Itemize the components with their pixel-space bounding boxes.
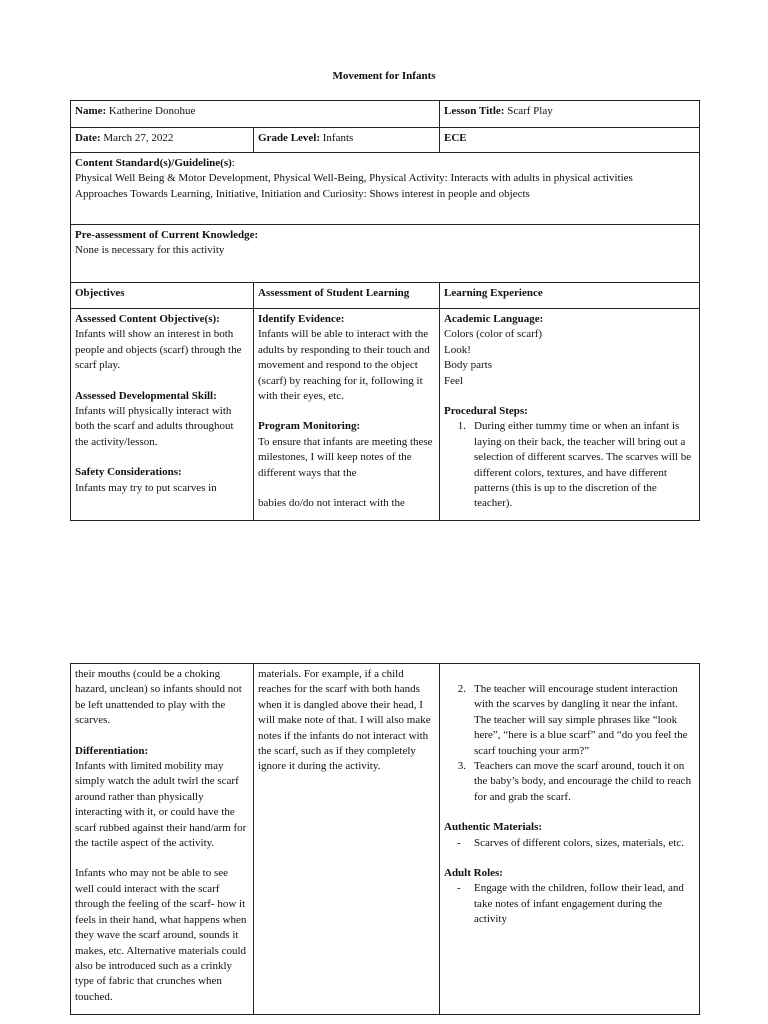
grade-level-value: Infants <box>322 132 354 144</box>
objectives-heading: Objectives <box>75 287 125 299</box>
step-number: 2. <box>457 683 466 695</box>
academic-language-item: Colors (color of scarf) <box>444 328 543 341</box>
lesson-title-cell <box>440 101 700 128</box>
assessment-header <box>254 283 440 309</box>
roles-text: Engage with the children, follow their lead, and take notes of infant engagement during the activity <box>474 882 684 926</box>
document-title: Movement for Infants <box>332 70 436 82</box>
procedural-step-3 <box>444 759 695 805</box>
content-objective-text: Infants will show an interest in both people and objects (scarf) through the scarf play. <box>75 328 242 372</box>
grade-level-cell <box>254 128 440 153</box>
lesson-title-label: Lesson Title: <box>444 105 505 117</box>
differentiation-text-2: Infants who may not be able to see well could interact with the scarf through the feeling of the scarf- how it feels in their hand, what happens when they wave the scarf around, sounds it makes, etc. Alternative materials could also be introduced such as a crinkly type of fabric that crunches when touched. <box>75 867 247 1003</box>
standards-line-2: Approaches Towards Learning, Initiative, Initiation and Curiosity: Shows interest in people and objects <box>75 187 530 200</box>
ece-label: ECE <box>444 132 467 144</box>
identify-evidence-text: Infants will be able to interact with the adults by responding to their touch and movement and respond to the object (scarf) by reaching for it, following it with their eyes, etc. <box>258 328 430 403</box>
pre-assessment-label: Pre-assessment of Current Knowledge: <box>75 229 259 241</box>
date-value: March 27, 2022 <box>103 132 174 144</box>
authentic-materials-heading: Authentic Materials: <box>444 821 543 834</box>
assessment-cell <box>254 309 440 521</box>
step-text: Teachers can move the scarf around, touch it on the baby’s body, and encourage the child to reach for and grab the scarf. <box>474 760 692 803</box>
experience-cell <box>440 309 700 521</box>
safety-continued-text: their mouths (could be a choking hazard, unclean) so infants should not be left unattended to play with the scarves. <box>75 668 242 727</box>
date-cell <box>71 128 254 153</box>
step-text: The teacher will encourage student interaction with the scarves by dangling it near the infant. The teacher will say simple phrases like “look here”, “here is a blue scarf” and “do you feel the scarf touching your arm?” <box>474 683 688 757</box>
lesson-plan-table-page-2 <box>70 663 700 1015</box>
safety-heading: Safety Considerations: <box>75 466 182 479</box>
objectives-header <box>71 283 254 309</box>
authentic-materials-item <box>444 836 695 851</box>
content-objective-heading: Assessed Content Objective(s): <box>75 313 220 325</box>
program-monitoring-continued-text: materials. For example, if a child reaches for the scarf with both hands when it is dangled above their head, I will make note of that. I will also make notes if the infants do not interact with the scarf, such as if they completely ignore it during the activity. <box>258 668 431 773</box>
differentiation-heading: Differentiation: <box>75 744 149 757</box>
materials-text: Scarves of different colors, sizes, materials, etc. <box>474 836 684 849</box>
safety-text: Infants may try to put scarves in <box>75 481 217 494</box>
objectives-continued-cell <box>71 664 254 1015</box>
ece-cell <box>440 128 700 153</box>
step-number: 1. <box>457 420 467 433</box>
developmental-skill-heading: Assessed Developmental Skill: <box>75 389 217 402</box>
assessment-continued-cell <box>254 664 440 1015</box>
pre-assessment-text: None is necessary for this activity <box>75 244 225 257</box>
academic-language-item: Feel <box>444 374 463 387</box>
standards-label: Content Standard(s)/Guideline(s) <box>75 157 232 169</box>
name-cell <box>71 101 440 128</box>
academic-language-heading: Academic Language: <box>444 313 544 325</box>
program-monitoring-text: To ensure that infants are meeting these milestones, I will keep notes of the different ways that the <box>258 435 433 479</box>
step-number: 3. <box>457 760 466 773</box>
pre-assessment-cell <box>71 225 700 283</box>
step-text: During either tummy time or when an infant is laying on their back, the teacher will bring out a selection of different scarves. The scarves will be different colors, textures, and have different patterns (this is up to the discretion of the teacher). <box>474 420 692 510</box>
adult-roles-heading: Adult Roles: <box>444 867 503 880</box>
identify-evidence-heading: Identify Evidence: <box>258 313 345 325</box>
standards-colon: : <box>231 157 235 169</box>
date-label: Date: <box>75 132 101 144</box>
lesson-plan-table-page-1 <box>70 100 700 521</box>
name-label: Name: <box>75 105 107 117</box>
bullet-dash: - <box>457 836 461 849</box>
procedural-step-1 <box>444 419 695 511</box>
standards-line-1: Physical Well Being & Motor Development, Physical Well-Being, Physical Activity: Interacts with adults in physical activities <box>75 172 633 185</box>
academic-language-item: Body parts <box>444 359 493 372</box>
experience-header <box>440 283 700 309</box>
developmental-skill-text: Infants will physically interact with both the scarf and adults throughout the activity/lesson. <box>75 405 234 448</box>
objectives-cell <box>71 309 254 521</box>
experience-heading: Learning Experience <box>444 287 543 299</box>
name-value: Katherine Donohue <box>108 105 196 117</box>
program-monitoring-tail: babies do/do not interact with the <box>258 497 405 510</box>
assessment-heading: Assessment of Student Learning <box>258 287 410 299</box>
procedural-steps-heading: Procedural Steps: <box>444 405 528 418</box>
experience-continued-cell <box>440 664 700 1015</box>
academic-language-item: Look! <box>444 343 471 356</box>
lesson-title-value: Scarf Play <box>507 105 553 117</box>
grade-level-label: Grade Level: <box>258 132 321 144</box>
adult-roles-item <box>444 881 695 927</box>
differentiation-text-1: Infants with limited mobility may simply watch the adult twirl the scarf around rather than physically interacting with it, or could have the scarf rubbed against their hand/arm for the tactile aspect of the activity. <box>75 760 247 850</box>
bullet-dash: - <box>457 882 461 895</box>
procedural-step-2 <box>444 682 695 759</box>
program-monitoring-heading: Program Monitoring: <box>258 420 361 433</box>
content-standards-cell <box>71 153 700 225</box>
